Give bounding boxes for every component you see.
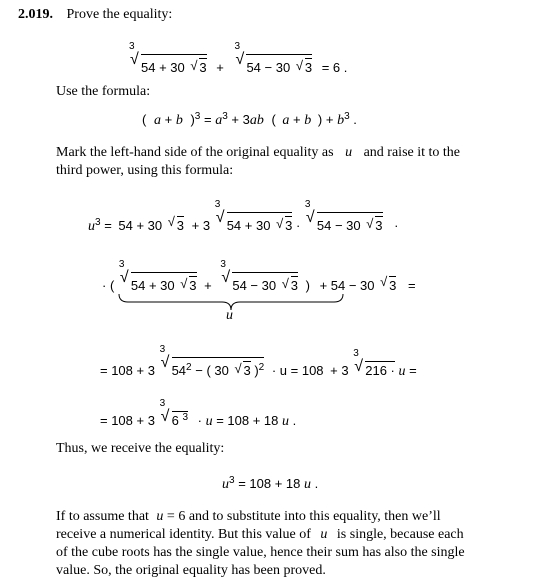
text: is single, because each <box>336 527 464 542</box>
problem-header <box>18 7 172 23</box>
period: . <box>353 112 357 127</box>
dot-paren: · ( <box>102 278 115 293</box>
cube-root-2: 3 √ 54 − 30 √ 3 <box>304 199 383 233</box>
plus: + <box>293 112 301 127</box>
term: + 3 <box>330 363 349 378</box>
paren: ) <box>190 112 195 127</box>
dot: · <box>197 413 202 428</box>
term: = 108 + 18 <box>238 476 301 491</box>
paren: ) <box>305 278 310 293</box>
radical-sign-icon: √ <box>119 269 129 286</box>
term: 54 + 30 <box>118 218 163 233</box>
var-b: b <box>337 113 345 128</box>
mark-paragraph <box>56 144 460 180</box>
radical-sign-icon: √ <box>130 51 139 68</box>
var-a: a <box>282 113 290 128</box>
root-index: 3 <box>220 259 226 270</box>
cube-root-1 <box>129 41 207 76</box>
plus: + <box>325 112 334 127</box>
sqrt-3: √ 3 <box>167 214 185 233</box>
term: · u = 108 <box>271 363 324 378</box>
brace-label <box>226 308 233 324</box>
root-index: 3 <box>159 398 166 409</box>
root-index: 3 <box>304 199 311 210</box>
root-index: 3 <box>214 199 221 210</box>
paren: ( <box>142 112 147 127</box>
cube-root-6: 3 √ 6 $^3$ <box>159 398 188 428</box>
paren: ) <box>317 112 323 127</box>
var-u: u <box>222 477 229 492</box>
exponent: 3 <box>222 111 228 122</box>
equals-six: = 6 . <box>321 60 348 75</box>
root-index: 3 <box>129 41 135 52</box>
var-u: u <box>226 308 233 323</box>
text: third power, using this formula: <box>56 163 234 178</box>
cube-root-inner: 3 √ $54^2$ − ( 30 √ 3 )$^2$ <box>159 344 265 378</box>
var-u: u <box>156 509 164 524</box>
text: receive a numerical identity. But this value of <box>56 527 311 542</box>
main-equality <box>128 41 348 76</box>
exponent: 3 <box>95 217 101 228</box>
equals: = <box>104 218 112 233</box>
thus-text: Thus, we receive the equality: <box>56 441 225 456</box>
period: . <box>314 476 319 491</box>
term: = 108 + 18 <box>216 413 279 428</box>
equals: = <box>409 363 417 378</box>
sqrt-3: √ 3 <box>190 58 207 75</box>
text: of the cube roots has the single value, hence their sum has also the single <box>56 545 465 560</box>
term: + 3 <box>191 218 211 233</box>
root-index: 3 <box>234 41 241 52</box>
exponent: 3 <box>344 111 350 122</box>
plus: + <box>204 278 212 293</box>
step-2 <box>102 259 416 294</box>
root-index: 3 <box>159 344 166 355</box>
var-u: u <box>88 219 95 234</box>
radical-sign-icon: √ <box>235 51 245 68</box>
var-u: u <box>398 364 406 379</box>
var-ab: ab <box>249 113 264 128</box>
var-u: u <box>345 145 353 160</box>
radical-sign-icon: √ <box>215 209 225 226</box>
formula-intro: Use the formula: <box>56 84 151 99</box>
period: . <box>292 413 297 428</box>
term: = 108 + 3 <box>100 363 155 378</box>
cube-root-1: 3 √ 54 + 30 √ 3 <box>214 199 293 233</box>
step-1 <box>88 199 399 235</box>
var-u: u <box>205 414 213 429</box>
term: + 3 <box>231 112 250 127</box>
var-u: u <box>282 414 290 429</box>
radical-sign-icon: √ <box>354 358 364 375</box>
equals: = <box>408 278 416 293</box>
radical-sign-icon: √ <box>305 209 315 226</box>
var-b: b <box>175 113 183 128</box>
radicand-term: 54 + 30 <box>141 60 185 75</box>
radical-sign-icon: √ <box>221 269 231 286</box>
cube-root-2: 3 √ 54 − 30 √ 3 <box>220 259 298 293</box>
var-b: b <box>304 113 312 128</box>
result-equality <box>222 476 318 493</box>
radicand-term: 54 − 30 <box>246 60 291 75</box>
step-4 <box>100 398 297 430</box>
text: = 6 and to substitute into this equality, then we’ll <box>166 509 441 524</box>
paren: ( <box>271 112 276 127</box>
problem-number: 2.019. <box>18 7 53 22</box>
text: If to assume that <box>56 509 149 524</box>
step-3 <box>100 344 417 380</box>
term: + 54 − 30 <box>319 278 375 293</box>
plus-operator: + <box>216 60 224 75</box>
cube-root-216: 3 √ 216 · <box>353 348 395 378</box>
dot: · <box>394 218 399 233</box>
conclusion-paragraph <box>56 508 465 580</box>
root-index: 3 <box>118 259 125 270</box>
cube-root-2 <box>234 41 313 76</box>
cube-formula <box>142 112 357 129</box>
cube-root-1: 3 √ 54 + 30 √ 3 <box>118 259 197 293</box>
radical-sign-icon: √ <box>160 408 170 425</box>
dot: · <box>295 218 301 233</box>
text: value. So, the original equality has been proved. <box>56 563 326 578</box>
sqrt-3: √ 3 <box>295 58 313 75</box>
var-u: u <box>303 477 311 492</box>
term: = 108 + 3 <box>100 413 155 428</box>
var-u: u <box>320 527 328 542</box>
var-a: a <box>153 113 161 128</box>
exponent: 3 <box>229 475 235 486</box>
text: and raise it to the <box>363 145 461 160</box>
plus: + <box>164 112 173 127</box>
exponent: 3 <box>194 111 201 122</box>
var-a: a <box>215 113 223 128</box>
radical-sign-icon: √ <box>160 354 170 371</box>
root-index: 3 <box>353 348 359 359</box>
problem-statement: Prove the equality: <box>66 7 173 22</box>
equals: = <box>203 112 212 127</box>
text: Mark the left-hand side of the original equality as <box>56 145 334 160</box>
sqrt-3: √ 3 <box>380 274 397 293</box>
